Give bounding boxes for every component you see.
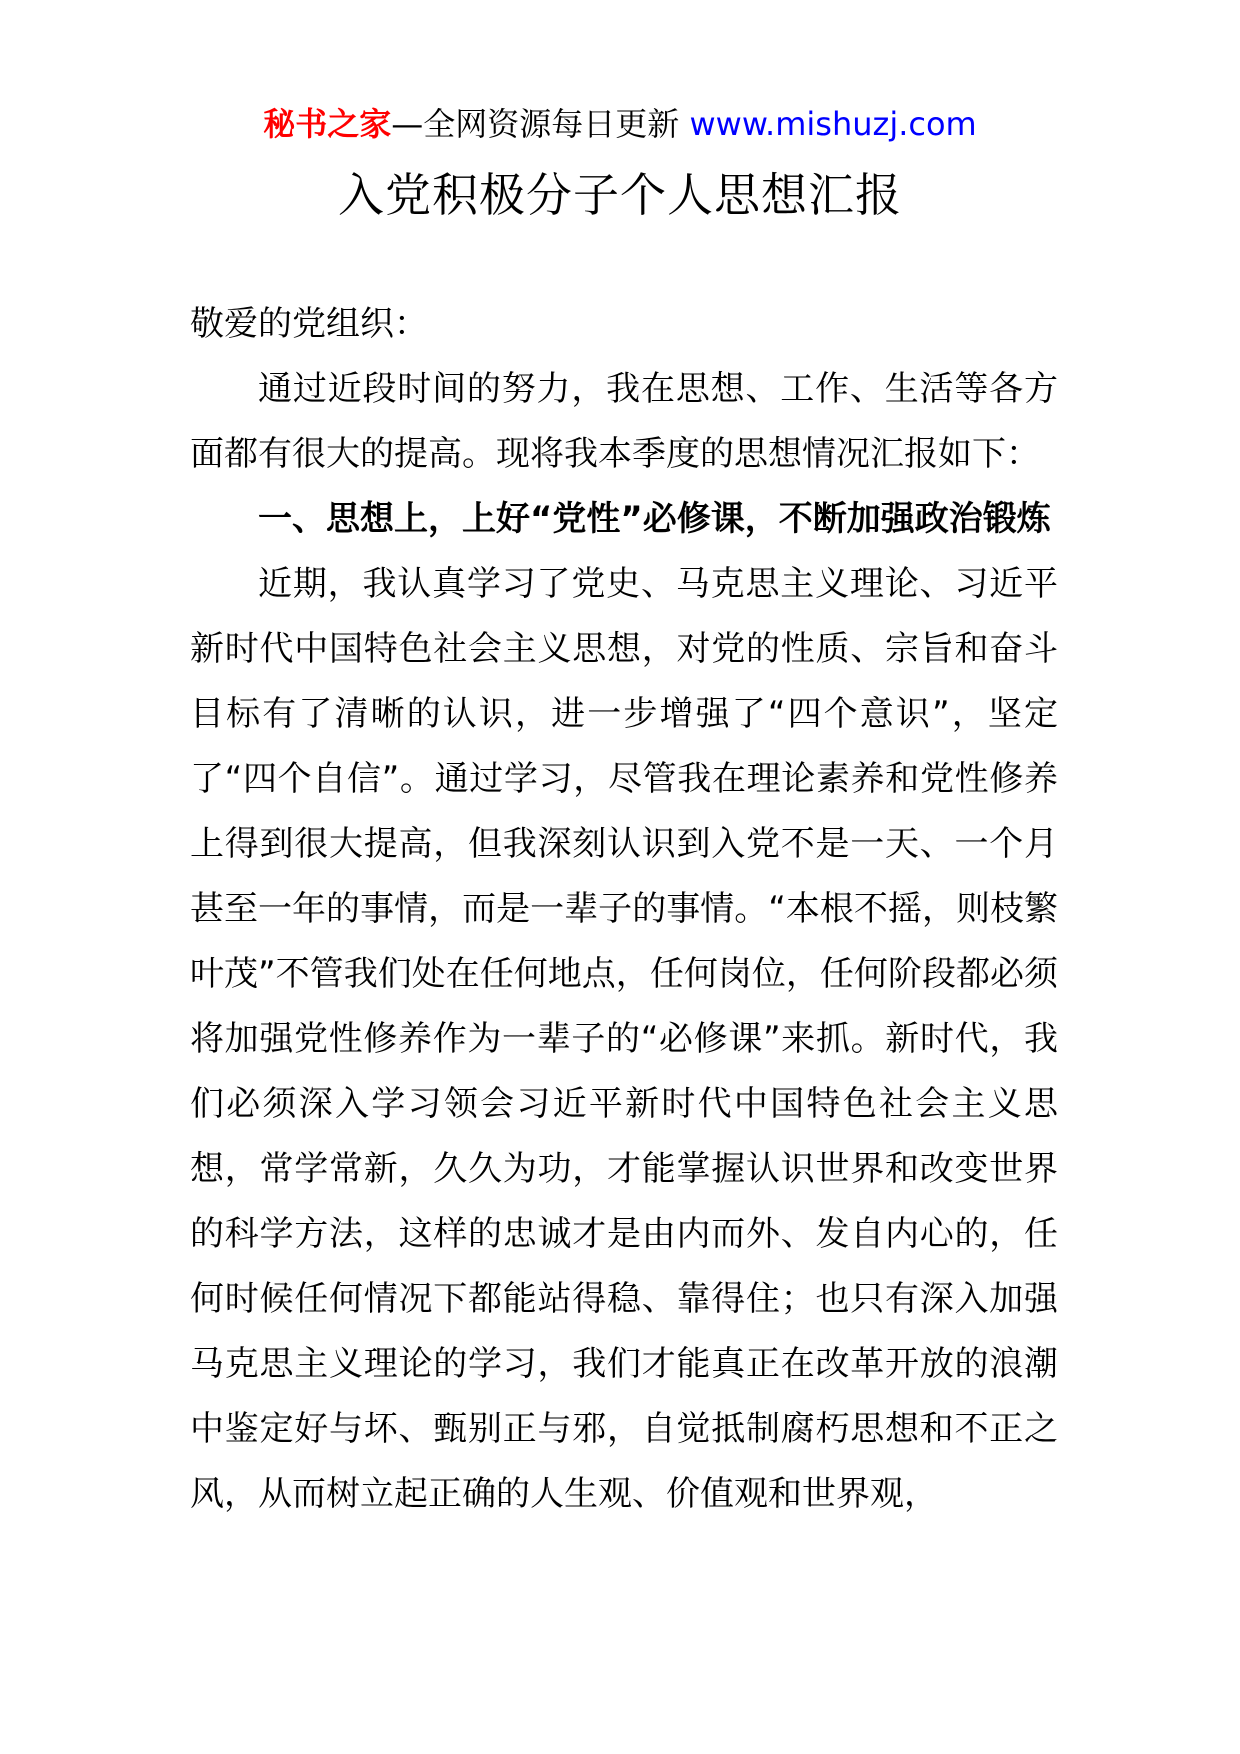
- body-paragraph: 近期，我认真学习了党史、马克思主义理论、习近平新时代中国特色社会主义思想，对党的性质、宗旨和奋斗目标有了清晰的认识，进一步增强了“四个意识”，坚定了“四个自信”。通过学习，尽管我在理论素养和党性修养上得到很大提高，但我深刻认识到入党不是一天、一个月甚至一年的事情，而是一辈子的事情。“本根不摇，则枝繁叶茂”不管我们处在任何地点，任何岗位，任何阶段都必须将加强党性修养作为一辈子的“必修课”来抓。新时代，我们必须深入学习领会习近平新时代中国特色社会主义思想，常学常新，久久为功，才能掌握认识世界和改变世界的科学方法，这样的忠诚才是由内而外、发自内心的，任何时候任何情况下都能站得稳、靠得住；也只有深入加强马克思主义理论的学习，我们才能真正在改革开放的浪潮中鉴定好与坏、甄别正与邪，自觉抵制腐朽思想和不正之风，从而树立起正确的人生观、价值观和世界观，: [190, 564, 1058, 1514]
- section-heading: 一、思想上，上好“党性”必修课，不断加强政治锻炼: [258, 499, 1051, 539]
- watermark-header: [0, 100, 1240, 148]
- salutation: 敬爱的党组织：: [190, 304, 428, 344]
- watermark-brand: 秘书之家: [263, 105, 392, 143]
- watermark-slogan: —全网资源每日更新: [391, 105, 680, 143]
- watermark-url[interactable]: www.mishuzj.com: [689, 105, 977, 143]
- document-body: [190, 292, 1058, 1527]
- document-title: 入党积极分子个人思想汇报: [338, 168, 902, 222]
- intro-paragraph: 通过近段时间的努力，我在思想、工作、生活等各方面都有很大的提高。现将我本季度的思想情况汇报如下：: [190, 369, 1058, 474]
